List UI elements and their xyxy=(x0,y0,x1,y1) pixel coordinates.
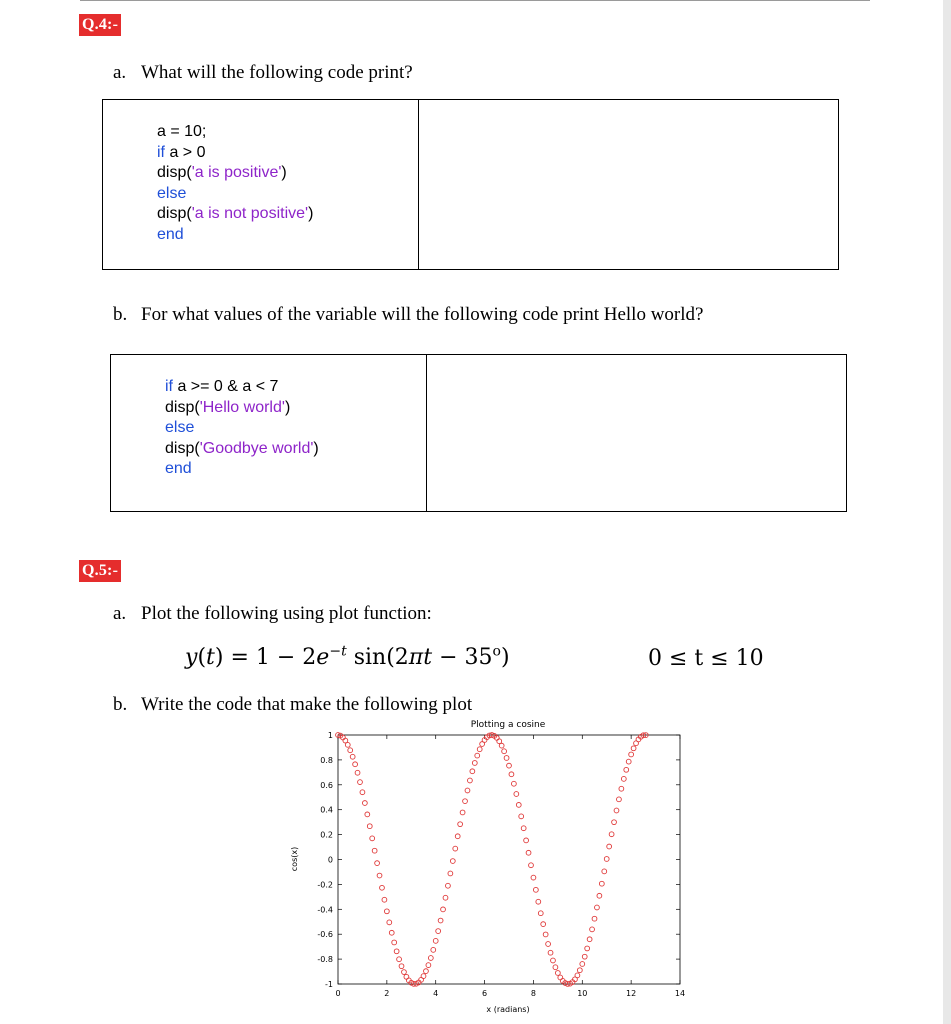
q4a-code-block xyxy=(157,122,313,245)
data-point xyxy=(607,844,612,849)
q5-tag: Q.5:- xyxy=(79,560,121,582)
x-tick-label: 4 xyxy=(433,989,439,998)
data-point xyxy=(531,875,536,880)
q4b-question xyxy=(113,304,703,326)
data-point xyxy=(350,754,355,759)
q5a-label: a. xyxy=(113,603,127,624)
code-keyword: else xyxy=(157,184,187,202)
data-point xyxy=(499,743,504,748)
q4b-code-line xyxy=(165,398,319,419)
data-point xyxy=(399,964,404,969)
data-point xyxy=(370,836,375,841)
q4b-text: For what values of the variable will the following code print Hello world? xyxy=(141,304,704,325)
code-string: 'Hello world' xyxy=(199,398,285,416)
data-point xyxy=(436,929,441,934)
data-point xyxy=(577,968,582,973)
data-point xyxy=(355,770,360,775)
q4b-label: b. xyxy=(113,304,128,325)
data-point xyxy=(375,861,380,866)
page-top-rule xyxy=(80,0,870,1)
y-tick-label: -0.8 xyxy=(317,955,333,965)
data-point xyxy=(609,832,614,837)
q4b-code-table xyxy=(110,354,847,512)
data-point xyxy=(626,759,631,764)
q4b-code-line xyxy=(165,459,319,480)
data-point xyxy=(541,922,546,927)
q4b-answer-cell[interactable] xyxy=(427,355,846,511)
code-text: disp( xyxy=(157,205,192,222)
data-point xyxy=(511,781,516,786)
data-point xyxy=(446,883,451,888)
data-point xyxy=(587,937,592,942)
q5a-question xyxy=(113,603,432,625)
data-point xyxy=(443,895,448,900)
data-point xyxy=(602,869,607,874)
data-point xyxy=(392,940,397,945)
data-point xyxy=(575,973,580,978)
q4a-code-line xyxy=(157,225,313,246)
q4a-code-cell xyxy=(103,100,419,269)
q4a-answer-cell[interactable] xyxy=(419,100,838,269)
data-point xyxy=(394,949,399,954)
data-point xyxy=(358,780,363,785)
x-tick-label: 10 xyxy=(577,989,588,998)
q5b-question xyxy=(113,694,472,716)
code-string: 'a is positive' xyxy=(191,164,282,181)
code-text: ) xyxy=(308,205,314,222)
q4b-code-block xyxy=(165,377,319,480)
q4a-code-line xyxy=(157,143,313,164)
data-point xyxy=(382,897,387,902)
q5b-text: Write the code that make the following plot xyxy=(141,694,473,715)
y-tick-label: -1 xyxy=(325,980,333,989)
data-point xyxy=(516,803,521,808)
data-point xyxy=(475,753,480,758)
data-point xyxy=(585,946,590,951)
data-point xyxy=(521,826,526,831)
data-point xyxy=(360,790,365,795)
data-point xyxy=(619,786,624,791)
data-point xyxy=(533,887,538,892)
cosine-plot xyxy=(280,718,700,1020)
code-text: disp( xyxy=(157,164,192,181)
data-point xyxy=(507,763,512,768)
data-point xyxy=(362,801,367,806)
y-tick-label: 0 xyxy=(327,855,333,865)
code-text: ) xyxy=(281,164,287,181)
q4a-code-table xyxy=(102,99,839,270)
data-point xyxy=(558,975,563,980)
q4b-code-cell xyxy=(111,355,427,511)
q4a-code-line xyxy=(157,163,313,184)
x-tick-label: 2 xyxy=(384,989,390,998)
plot-axes-box xyxy=(338,735,680,984)
q4a-text: What will the following code print? xyxy=(141,62,413,83)
data-point xyxy=(421,974,426,979)
data-point xyxy=(555,971,560,976)
data-point xyxy=(348,748,353,753)
q5a-range: 0 ≤ t ≤ 10 xyxy=(648,646,764,671)
y-tick-label: -0.2 xyxy=(317,880,333,890)
data-point xyxy=(509,772,514,777)
data-point xyxy=(612,820,617,825)
data-point xyxy=(592,916,597,921)
data-point xyxy=(502,749,507,754)
data-point xyxy=(617,797,622,802)
y-tick-label: 0.8 xyxy=(320,755,333,765)
code-text: ) xyxy=(284,398,291,416)
data-point xyxy=(450,859,455,864)
data-point xyxy=(472,761,477,766)
q5b-label: b. xyxy=(113,694,128,715)
data-point xyxy=(424,969,429,974)
data-point xyxy=(377,873,382,878)
data-point xyxy=(438,918,443,923)
q4a-code-line xyxy=(157,204,313,225)
x-tick-label: 6 xyxy=(482,989,488,998)
y-axis-label: cos(x) xyxy=(290,846,299,872)
data-point xyxy=(465,788,470,793)
data-point xyxy=(497,739,502,744)
code-string: 'a is not positive' xyxy=(191,205,309,222)
data-point xyxy=(543,932,548,937)
q5a-text: Plot the following using plot function: xyxy=(141,603,432,624)
y-tick-label: 0.2 xyxy=(320,830,333,840)
x-axis-label: x (radians) xyxy=(486,1005,530,1014)
q4a-label: a. xyxy=(113,62,127,83)
code-keyword: end xyxy=(165,460,192,477)
y-tick-label: 0.4 xyxy=(320,805,333,815)
data-point xyxy=(551,958,556,963)
data-point xyxy=(529,863,534,868)
data-point xyxy=(345,742,350,747)
data-point xyxy=(468,778,473,783)
x-tick-label: 0 xyxy=(335,989,341,998)
data-point xyxy=(526,850,531,855)
data-point xyxy=(631,746,636,751)
q4b-code-line xyxy=(165,377,319,398)
data-point xyxy=(524,838,529,843)
data-point xyxy=(590,927,595,932)
data-point xyxy=(389,930,394,935)
q4b-code-line xyxy=(165,439,319,460)
data-point xyxy=(428,956,433,961)
data-point xyxy=(604,857,609,862)
data-point xyxy=(548,950,553,955)
data-point xyxy=(460,810,465,815)
data-point xyxy=(519,814,524,819)
q5a-equation: $y(t) = 1 - 2e^{-t}$ $\sin(2\pi t - 35^o)$ xyxy=(185,644,510,671)
code-text: a > 0 xyxy=(165,143,206,161)
y-tick-label: 0.6 xyxy=(320,780,333,790)
data-point xyxy=(477,747,482,752)
code-string: 'Goodbye world' xyxy=(199,439,314,457)
data-point xyxy=(372,848,377,853)
code-text: ) xyxy=(313,439,319,457)
data-point xyxy=(621,776,626,781)
data-point xyxy=(463,799,468,804)
data-point xyxy=(629,752,634,757)
chart-title: Plotting a cosine xyxy=(470,720,546,730)
data-point xyxy=(546,942,551,947)
viewer-edge xyxy=(943,0,951,1024)
data-point xyxy=(453,846,458,851)
data-point xyxy=(397,957,402,962)
code-text: disp( xyxy=(165,439,200,457)
x-tick-label: 8 xyxy=(530,989,536,998)
data-point xyxy=(448,871,453,876)
data-point xyxy=(367,824,372,829)
q4a-code-line xyxy=(157,184,313,205)
data-point xyxy=(387,920,392,925)
x-tick-label: 14 xyxy=(674,989,686,998)
q4a-question xyxy=(113,62,413,84)
data-point xyxy=(470,769,475,774)
data-point xyxy=(426,963,431,968)
data-point xyxy=(624,767,629,772)
data-point xyxy=(384,909,389,914)
q4-tag: Q.4:- xyxy=(79,14,121,36)
data-point xyxy=(441,907,446,912)
data-point xyxy=(582,954,587,959)
data-point xyxy=(431,947,436,952)
code-text: a = 10; xyxy=(157,123,207,140)
data-point xyxy=(599,881,604,886)
data-point xyxy=(580,962,585,967)
code-keyword: if xyxy=(165,378,173,395)
data-point xyxy=(455,834,460,839)
data-point xyxy=(353,762,358,767)
data-point xyxy=(402,970,407,975)
data-point xyxy=(380,885,385,890)
y-tick-label: -0.4 xyxy=(317,905,333,915)
data-point xyxy=(536,899,541,904)
code-text: disp( xyxy=(165,398,200,416)
code-text: a >= 0 & a < 7 xyxy=(173,378,279,395)
data-point xyxy=(553,965,558,970)
data-point xyxy=(504,756,509,761)
data-point xyxy=(538,911,543,916)
data-point xyxy=(597,893,602,898)
code-keyword: if xyxy=(157,143,165,161)
data-point xyxy=(514,792,519,797)
x-tick-label: 12 xyxy=(626,989,637,998)
code-keyword: else xyxy=(165,419,195,436)
data-point xyxy=(595,905,600,910)
q4b-code-line xyxy=(165,418,319,439)
data-point xyxy=(458,822,463,827)
code-keyword: end xyxy=(157,225,184,243)
data-point xyxy=(433,938,438,943)
y-tick-label: -0.6 xyxy=(317,930,333,940)
q4a-code-line xyxy=(157,122,313,143)
y-tick-label: 1 xyxy=(327,731,333,740)
data-point xyxy=(365,812,370,817)
data-point xyxy=(614,808,619,813)
